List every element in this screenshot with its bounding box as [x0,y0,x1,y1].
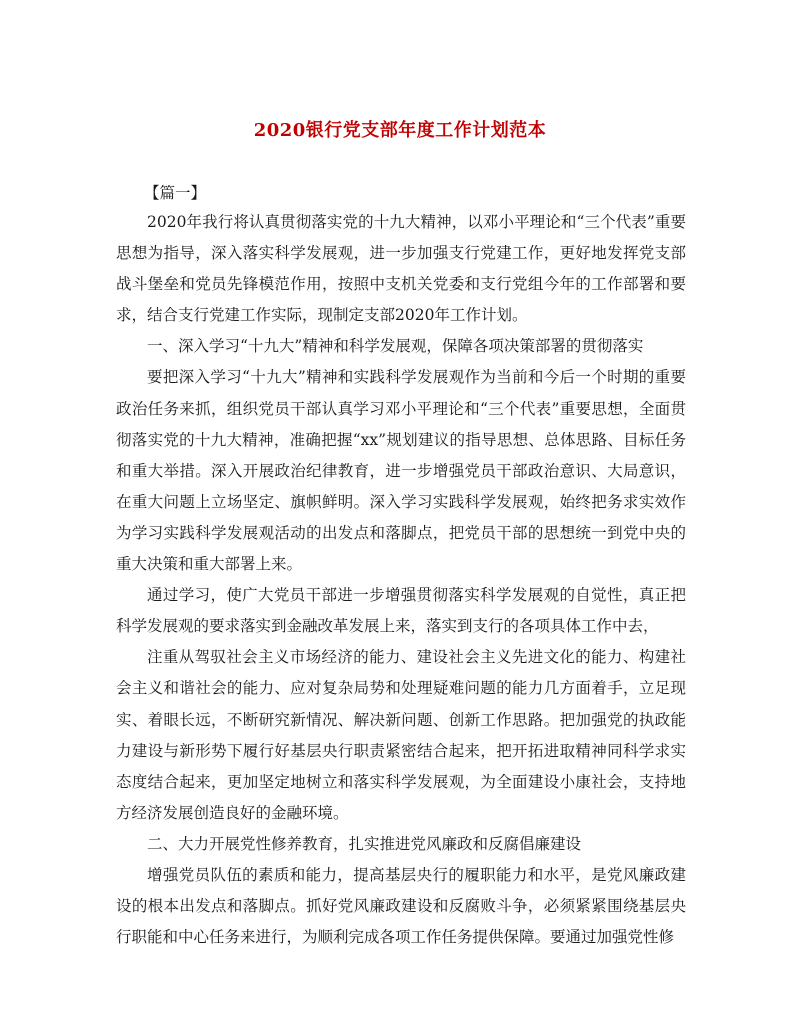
paragraph-capabilities: 注重从驾驭社会主义市场经济的能力、建设社会主义先进文化的能力、构建社会主义和谐社会的能力、应对复杂局势和处理疑难问题的能力几方面着手，立足现实、着眼长远，不断研究新情况、解决新问题、创新工作思路。把加强党的执政能力建设与新形势下履行好基层央行职责紧密结合起来，把开拓进取精神同科学求实态度结合起来，更加坚定地树立和落实科学发展观，为全面建设小康社会，支持地方经济发展创造良好的金融环境。 [116,648,686,822]
heading-section-2: 二、大力开展党性修养教育，扎实推进党风廉政和反腐倡廉建设 [147,834,582,853]
paragraph-study: 要把深入学习“十九大”精神和实践科学发展观作为当前和今后一个时期的重要政治任务来抓，组织党员干部认真学习邓小平理论和“三个代表”重要思想，全面贯彻落实党的十九大精神，准确把握“xx”规划建议的指导思想、总体思路、目标任务和重大举措。深入开展政治纪律教育，进一步增强党员干部政治意识、大局意识，在重大问题上立场坚定、旗帜鲜明。深入学习实践科学发展观，始终把务求实效作为学习实践科学发展观活动的出发点和落脚点，把党员干部的思想统一到党中央的重大决策和重大部署上来。 [116,368,686,574]
paragraph-integrity: 增强党员队伍的素质和能力，提高基层央行的履职能力和水平，是党风廉政建设的根本出发点和落脚点。抓好党风廉政建设和反腐败斗争，必须紧紧围绕基层央行职能和中心任务来进行，为顺利完成各项工作任务提供保障。要通过加强党性修 [116,865,686,947]
document-body [116,207,686,953]
paragraph-through-study: 通过学习，使广大党员干部进一步增强贯彻落实科学发展观的自觉性，真正把科学发展观的要求落实到金融改革发展上来，落实到支行的各项具体工作中去， [116,586,686,636]
paragraph-intro: 2020年我行将认真贯彻落实党的十九大精神，以邓小平理论和“三个代表”重要思想为指导，深入落实科学发展观，进一步加强支行党建工作，更好地发挥党支部战斗堡垒和党员先锋模范作用，按照中支机关党委和支行党组今年的工作部署和要求，结合支行党建工作实际，现制定支部2020年工作计划。 [116,213,686,325]
section-label: 【篇一】 [144,184,207,202]
heading-section-1: 一、深入学习“十九大”精神和科学发展观，保障各项决策部署的贯彻落实 [147,337,644,356]
document-title: 2020银行党支部年度工作计划范本 [253,120,547,141]
